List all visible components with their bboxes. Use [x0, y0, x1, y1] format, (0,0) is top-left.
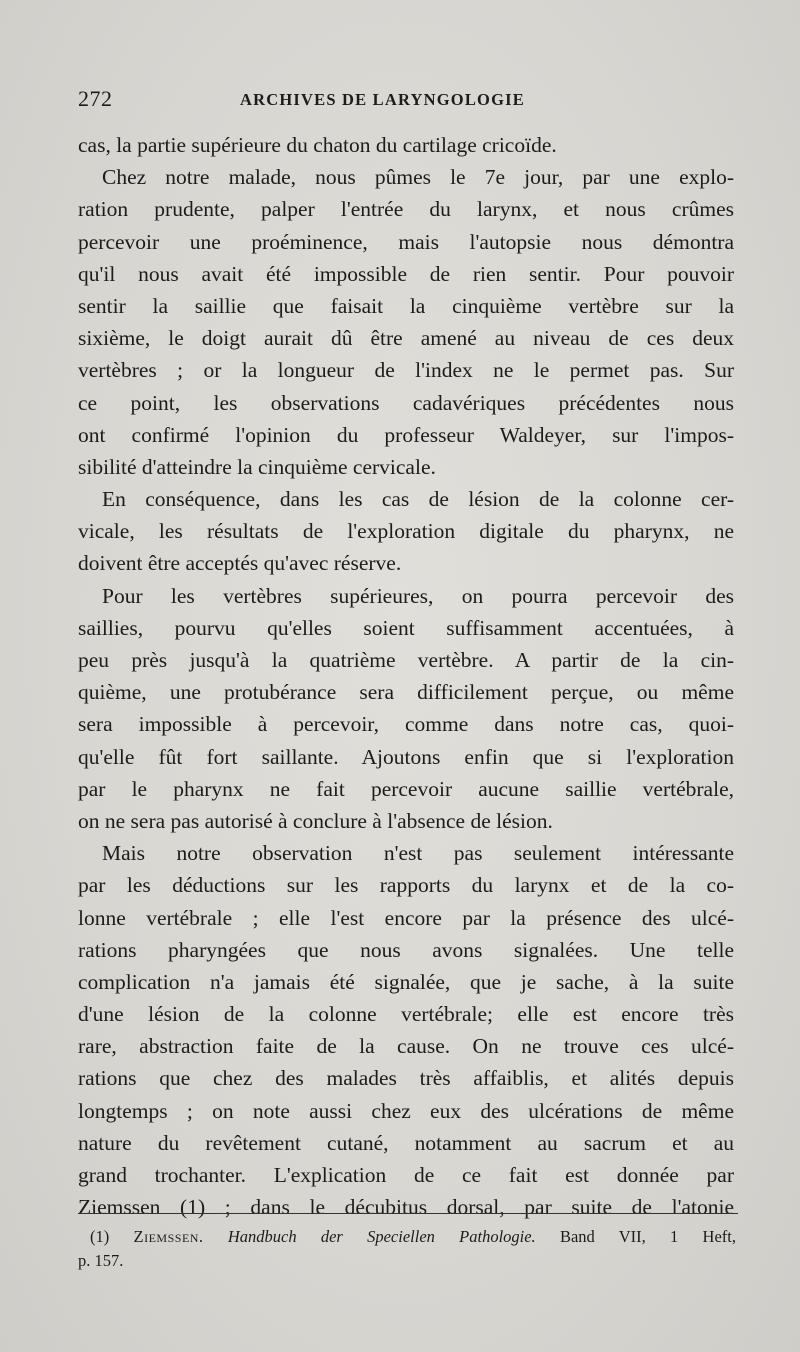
text-line: lonne vertébrale ; elle l'est encore par la présence des ulcé-: [78, 905, 734, 930]
text-line: par le pharynx ne fait percevoir aucune saillie vertébrale,: [78, 776, 734, 801]
text-line: ration prudente, palper l'entrée du larynx, et nous crûmes: [78, 197, 734, 222]
text-line: longtemps ; on note aussi chez eux des ulcérations de même: [78, 1098, 734, 1123]
text-line: Ziemssen (1) ; dans le décubitus dorsal, par suite de l'atonie: [78, 1195, 734, 1220]
text-line: grand trochanter. L'explication de ce fait est donnée par: [78, 1163, 734, 1187]
text-line: sibilité d'atteindre la cinquième cervicale.: [78, 454, 436, 479]
running-head: [78, 86, 728, 116]
text-line: rations pharyngées que nous avons signalées. Une telle: [78, 937, 734, 962]
body-text: [78, 129, 734, 1223]
text-line: qu'elle fût fort saillante. Ajoutons enfin que si l'exploration: [78, 744, 734, 769]
text-line: d'une lésion de la colonne vertébrale; elle est encore très: [78, 1002, 734, 1027]
text-line: saillies, pourvu qu'elles soient suffisamment accentuées, à: [78, 615, 734, 640]
text-line: sixième, le doigt aurait dû être amené au niveau de ces deux: [78, 326, 734, 351]
text-line: vertèbres ; or la longueur de l'index ne le permet pas. Sur: [78, 358, 734, 383]
text-line: sentir la saillie que faisait la cinquième vertèbre sur la: [78, 293, 734, 318]
footnote-rest: Band VII, 1 Heft,: [559, 1227, 736, 1246]
text-line: qu'il nous avait été impossible de rien sentir. Pour pouvoir: [78, 261, 734, 286]
text-line: ont confirmé l'opinion du professeur Waldeyer, sur l'impos-: [78, 422, 734, 447]
text-line: rations que chez des malades très affaiblis, et alités depuis: [78, 1066, 734, 1091]
text-line: complication n'a jamais été signalée, que je sache, à la suite: [78, 969, 734, 994]
footnote-title: Handbuch der Speciellen Pathologie.: [227, 1227, 536, 1246]
footnote-line: [90, 1225, 736, 1249]
text-line: Pour les vertèbres supérieures, on pourra percevoir des: [102, 583, 734, 608]
text-line: En conséquence, dans les cas de lésion de la colonne cer-: [102, 487, 734, 512]
page-number: 272: [78, 86, 113, 111]
text-line: doivent être acceptés qu'avec réserve.: [78, 551, 402, 576]
text-line: cas, la partie supérieure du chaton du cartilage cricoïde.: [78, 133, 557, 157]
text-line: par les déductions sur les rapports du larynx et de la co-: [78, 873, 734, 898]
text-line: sera impossible à percevoir, comme dans notre cas, quoi-: [78, 712, 734, 737]
footnote-continuation: p. 157.: [78, 1251, 124, 1270]
footnote: [78, 1225, 736, 1273]
text-line: on ne sera pas autorisé à conclure à l'absence de lésion.: [78, 808, 553, 833]
text-line: Mais notre observation n'est pas seulement intéressante: [102, 841, 734, 866]
text-line: nature du revêtement cutané, notamment au sacrum et au: [78, 1130, 734, 1155]
text-line: quième, une protubérance sera difficilement perçue, ou même: [78, 680, 734, 705]
journal-title: ARCHIVES DE LARYNGOLOGIE: [240, 90, 525, 109]
text-line: rare, abstraction faite de la cause. On ne trouve ces ulcé-: [78, 1034, 734, 1059]
footnote-divider: [78, 1213, 738, 1214]
footnote-marker: (1): [90, 1227, 110, 1246]
text-line: percevoir une proéminence, mais l'autopsie nous démontra: [78, 229, 734, 254]
text-line: vicale, les résultats de l'exploration digitale du pharynx, ne: [78, 519, 734, 544]
text-line: Chez notre malade, nous pûmes le 7e jour, par une explo-: [102, 165, 734, 190]
footnote-author: Ziemssen.: [133, 1227, 204, 1246]
text-line: peu près jusqu'à la quatrième vertèbre. A partir de la cin-: [78, 648, 734, 672]
text-line: ce point, les observations cadavériques précédentes nous: [78, 390, 734, 415]
